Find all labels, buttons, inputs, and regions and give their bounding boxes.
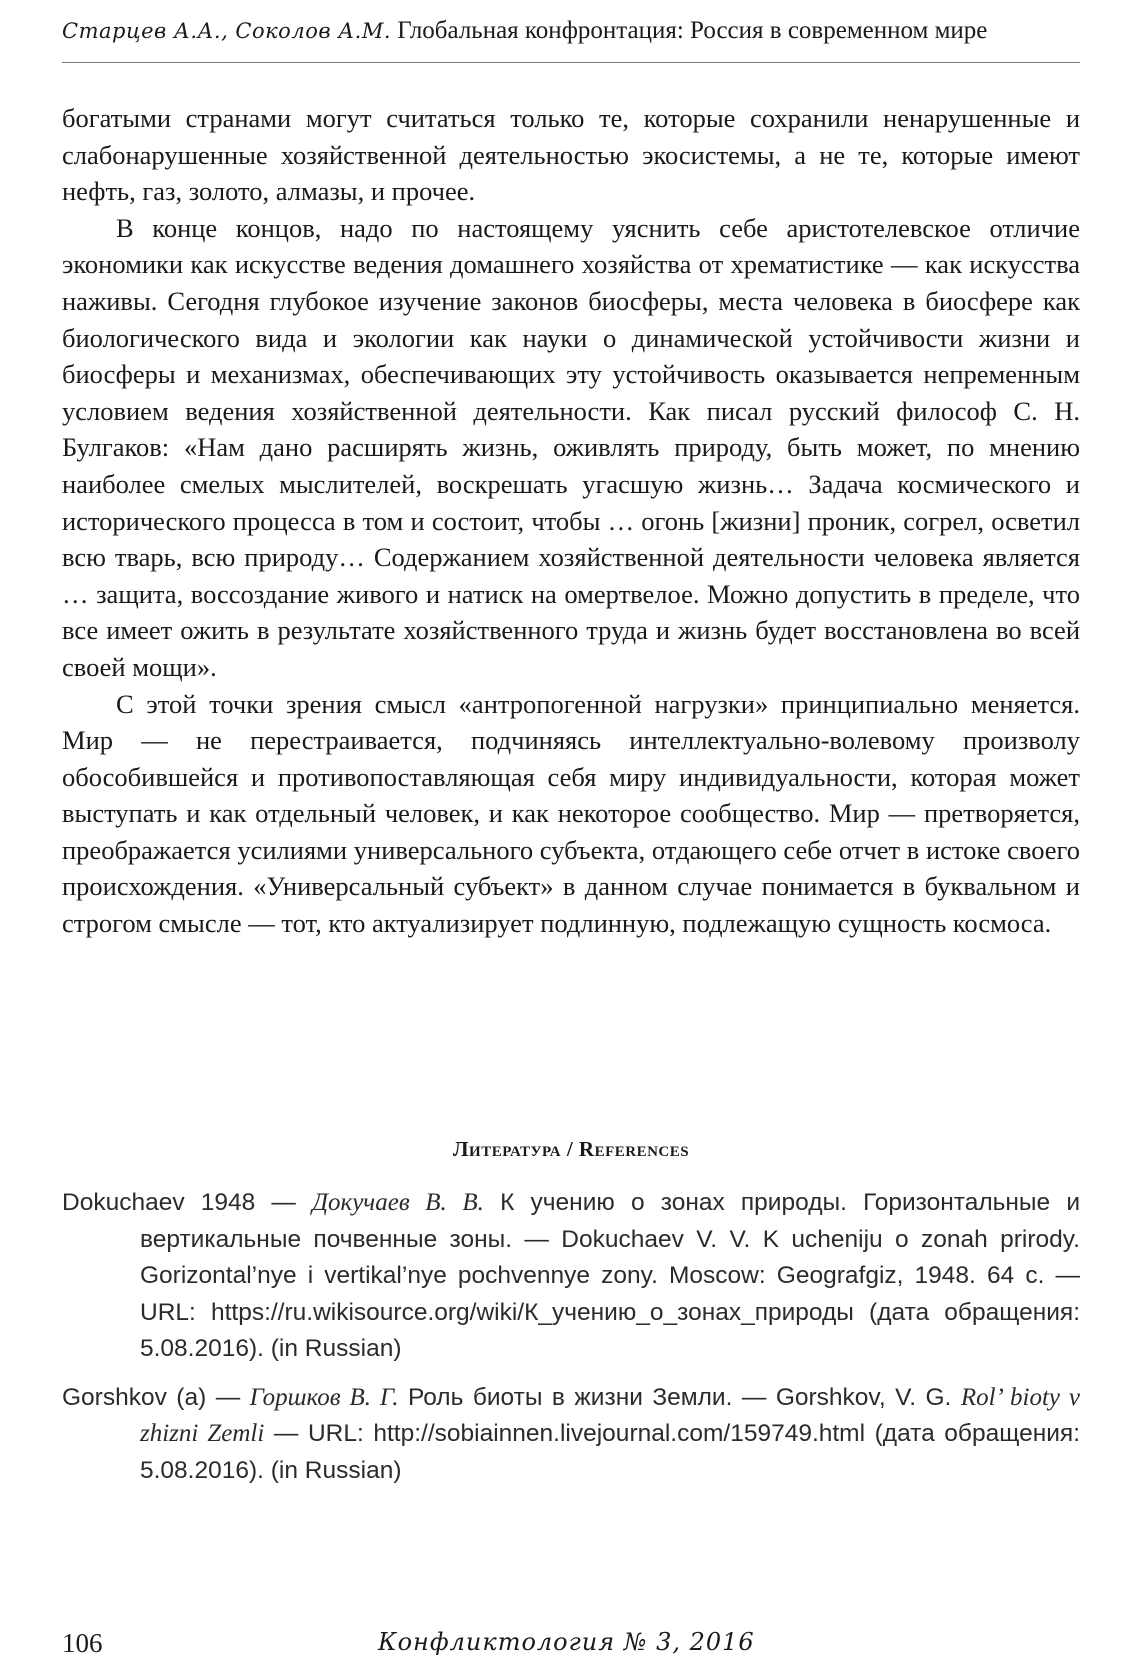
reference-key: Gorshkov (a) — (62, 1383, 250, 1411)
article-body (62, 100, 1080, 942)
body-paragraph-continued: богатыми странами могут считаться только те, которые сохранили ненарушенные и слабонарушенные хозяйственной деятельностью экосистемы, а не те, которые имеют нефть, газ, золото, алмазы, и прочее. (62, 103, 1080, 207)
reference-title: Rol’ bioty v zhizni Zemli (140, 1383, 1080, 1447)
references-heading: Литература / References (452, 1137, 690, 1161)
running-header (62, 14, 1080, 48)
reference-author: Докучаев В. В. (312, 1189, 484, 1216)
reference-text: Роль биоты в жизни Земли. — Gorshkov, V. G. (398, 1383, 961, 1411)
body-paragraph: С этой точки зрения смысл «антропогенной нагрузки» принципиально меняется. Мир — не перестраивается, подчиняясь интеллектуально-волевому произволу обособившейся и противопоставляющая себя миру индивидуальности, которая может выступать и как отдельный человек, и как некоторое сообщество. Мир — претворяется, преображается усилиями универсального субъекта, отдающего себе отчет в истоке своего происхождения. «Универсальный субъект» в данном случае понимается в буквальном и строгом смысле — тот, кто актуализирует подлинную, подлежащую сущность космоса. (62, 688, 1080, 939)
header-authors: Старцев А.А., Соколов А.М. (62, 19, 391, 43)
reference-item (62, 1380, 1080, 1490)
reference-author: Горшков В. Г. (249, 1383, 399, 1411)
page-number: 106 (62, 1628, 103, 1658)
reference-tail: — URL: http://sobiainnen.livejournal.com/159749.html (дата обращения: 5.08.2016). (in Russian) (140, 1420, 1081, 1484)
reference-key: Dokuchaev 1948 — (62, 1189, 313, 1216)
header-rule (62, 62, 1080, 63)
footer-journal: Конфликтология № 3, 2016 (378, 1628, 755, 1656)
references-list (62, 1185, 1080, 1501)
header-title: Глобальная конфронтация: Россия в современном мире (397, 17, 988, 44)
reference-text: К учению о зонах природы. Горизонтальные и вертикальные почвенные зоны. — Dokuchaev V. V. K ucheniju o zonah prirody. Gorizontal’nye i vertikal’nye pochvennye zony. Moscow: Geografgiz, 1948. 64 с. — URL: https://ru.wikisource.org/wiki/К_учению_о_зонах_природы (дата обращения: 5.08.2016). (in Russian) (140, 1189, 1081, 1362)
body-paragraph: В конце концов, надо по настоящему уяснить себе аристотелевское отличие экономики как искусстве ведения домашнего хозяйства от хрематистике — как искусства наживы. Сегодня глубокое изучение законов биосферы, места человека в биосфере как биологического вида и экологии как науки о динамической устойчивости жизни и биосферы и механизмах, обеспечивающих эту устойчивость оказывается непременным условием ведения хозяйственной деятельности. Как писал русский философ С. Н. Булгаков: «Нам дано расширять жизнь, оживлять природу, быть может, по мнению наиболее смелых мыслителей, воскрешать угасшую жизнь… Задача космического и исторического процесса в том и состоит, чтобы … огонь [жизни] проник, согрел, осветил всю тварь, всю природу… Содержанием хозяйственной деятельности человека является … защита, воссоздание живого и натиск на омертвелое. Можно допустить в пределе, что все имеет ожить в результате хозяйственного труда и жизнь будет восстановлена во всей своей мощи». (62, 212, 1080, 682)
reference-item (62, 1185, 1080, 1368)
